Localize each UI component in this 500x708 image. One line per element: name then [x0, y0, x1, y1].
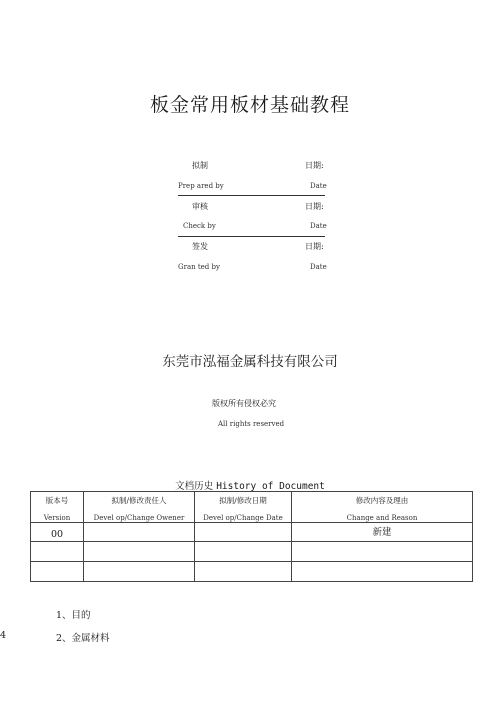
reason-cell — [292, 542, 473, 562]
table-row — [31, 562, 473, 582]
granted-by-cn: 签发 — [192, 242, 208, 251]
prepared-by-en: Prep ared by — [178, 182, 224, 190]
copyright-en: All rights reserved — [218, 420, 285, 428]
owner-cell — [84, 562, 195, 582]
checked-by-en: Check by — [183, 222, 216, 230]
history-table — [30, 491, 473, 582]
checked-date-en: Date — [310, 222, 327, 230]
prepared-divider — [178, 195, 325, 196]
header-owner: 拟制/修改责任人 Devel op/Change Owener — [84, 492, 195, 523]
prepared-by-cn: 拟制 — [192, 161, 208, 170]
header-version: 版本号 Version — [31, 492, 84, 523]
history-title-en: History of Document — [216, 481, 325, 492]
checked-date-cn: 日期: — [305, 202, 324, 211]
checked-divider — [178, 236, 325, 237]
history-header-row — [31, 492, 473, 523]
owner-cell — [84, 523, 195, 542]
header-date: 拟制/修改日期 Devel op/Change Date — [195, 492, 292, 523]
version-cell — [31, 542, 84, 562]
toc-item-metal-materials: 2、金属材料 — [56, 633, 110, 644]
granted-by-en: Gran ted by — [178, 263, 220, 271]
prepared-date-en: Date — [310, 182, 327, 190]
prepared-date-cn: 日期: — [305, 161, 324, 170]
history-title — [0, 478, 500, 492]
granted-date-cn: 日期: — [305, 242, 324, 251]
header-reason: 修改内容及理由 Change and Reason — [292, 492, 473, 523]
page-number: 4 — [0, 630, 7, 641]
table-row — [31, 523, 473, 542]
version-cell — [31, 562, 84, 582]
date-cell — [195, 562, 292, 582]
granted-date-en: Date — [310, 263, 327, 271]
document-title: 板金常用板材基础教程 — [149, 94, 350, 116]
owner-cell — [84, 542, 195, 562]
date-cell — [195, 542, 292, 562]
history-title-cn: 文档历史 — [175, 481, 214, 492]
date-cell — [195, 523, 292, 542]
table-row — [31, 542, 473, 562]
checked-by-cn: 审核 — [192, 202, 208, 211]
company-name: 东莞市泓福金属科技有限公司 — [162, 354, 338, 370]
reason-cell — [292, 562, 473, 582]
version-cell: 00 — [31, 523, 84, 542]
copyright-cn: 版权所有侵权必究 — [212, 399, 276, 408]
toc-item-purpose: 1、目的 — [56, 610, 91, 621]
reason-cell: 新建 — [292, 523, 473, 542]
